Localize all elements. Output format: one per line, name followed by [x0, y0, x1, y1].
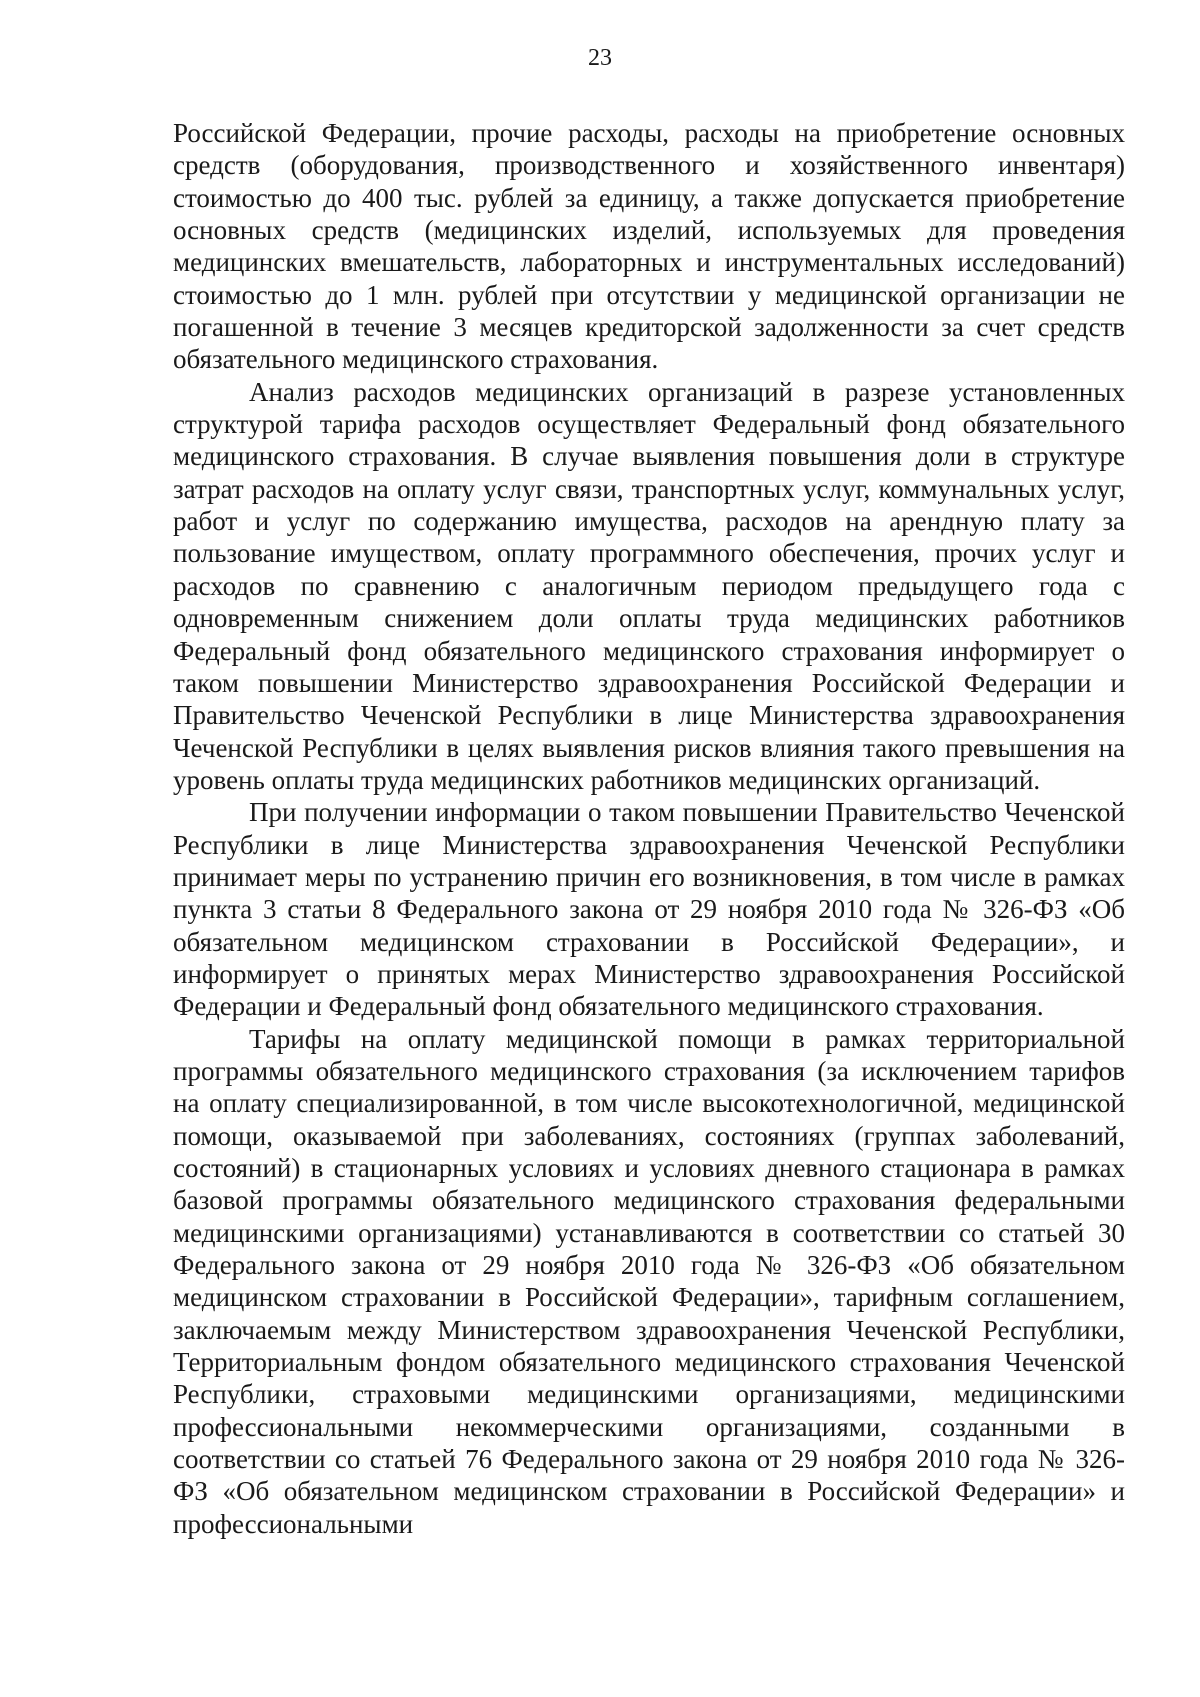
page-number: 23 — [588, 45, 612, 71]
paragraph-tariffs: Тарифы на оплату медицинской помощи в рамках территориальной программы обязательного медицинского страхования (за исключением тарифов на оплату специализированной, в том числе высокотехнологичной, медицинской помощи, оказываемой при заболеваниях, состояниях (группах заболеваний, состояний) в стационарных условиях и условиях дневного стационара в рамках базовой программы обязательного медицинского страхования федеральными медицинскими организациями) устанавливаются в соответствии со статьей 30 Федерального закона от 29 ноября 2010 года № 326-ФЗ «Об обязательном медицинском страховании в Российской Федерации», тарифным соглашением, заключаемым между Министерством здравоохранения Чеченской Республики, Территориальным фондом обязательного медицинского страхования Чеченской Республики, страховыми медицинскими организациями, медицинскими профессиональными некоммерческими организациями, созданными в соответствии со статьей 76 Федерального закона от 29 ноября 2010 года № 326-ФЗ «Об обязательном медицинском страховании в Российской Федерации» и профессиональными — [173, 1023, 1125, 1539]
document-body — [173, 117, 1125, 1540]
paragraph-government-measures: При получении информации о таком повышении Правительство Чеченской Республики в лице Министерства здравоохранения Чеченской Республики принимает меры по устранению причин его возникновения, в том числе в рамках пункта 3 статьи 8 Федерального закона от 29 ноября 2010 года № 326-ФЗ «Об обязательном медицинском страховании в Российской Федерации», и информирует о принятых мерах Министерство здравоохранения Российской Федерации и Федеральный фонд обязательного медицинского страхования. — [173, 797, 1125, 1022]
paragraph-continuation: Российской Федерации, прочие расходы, расходы на приобретение основных средств (оборудования, производственного и хозяйственного инвентаря) стоимостью до 400 тыс. рублей за единицу, а также допускается приобретение основных средств (медицинских изделий, используемых для проведения медицинских вмешательств, лабораторных и инструментальных исследований) стоимостью до 1 млн. рублей при отсутствии у медицинской организации не погашенной в течение 3 месяцев кредиторской задолженности за счет средств обязательного медицинского страхования. — [173, 118, 1125, 375]
paragraph-expense-analysis: Анализ расходов медицинских организаций в разрезе установленных структурой тарифа расходов осуществляет Федеральный фонд обязательного медицинского страхования. В случае выявления повышения доли в структуре затрат расходов на оплату услуг связи, транспортных услуг, коммунальных услуг, работ и услуг по содержанию имущества, расходов на арендную плату за пользование имуществом, оплату программного обеспечения, прочих услуг и расходов по сравнению с аналогичным периодом предыдущего года с одновременным снижением доли оплаты труда медицинских работников Федеральный фонд обязательного медицинского страхования информирует о таком повышении Министерство здравоохранения Российской Федерации и Правительство Чеченской Республики в лице Министерства здравоохранения Чеченской Республики в целях выявления рисков влияния такого превышения на уровень оплаты труда медицинских работников медицинских организаций. — [173, 376, 1125, 795]
